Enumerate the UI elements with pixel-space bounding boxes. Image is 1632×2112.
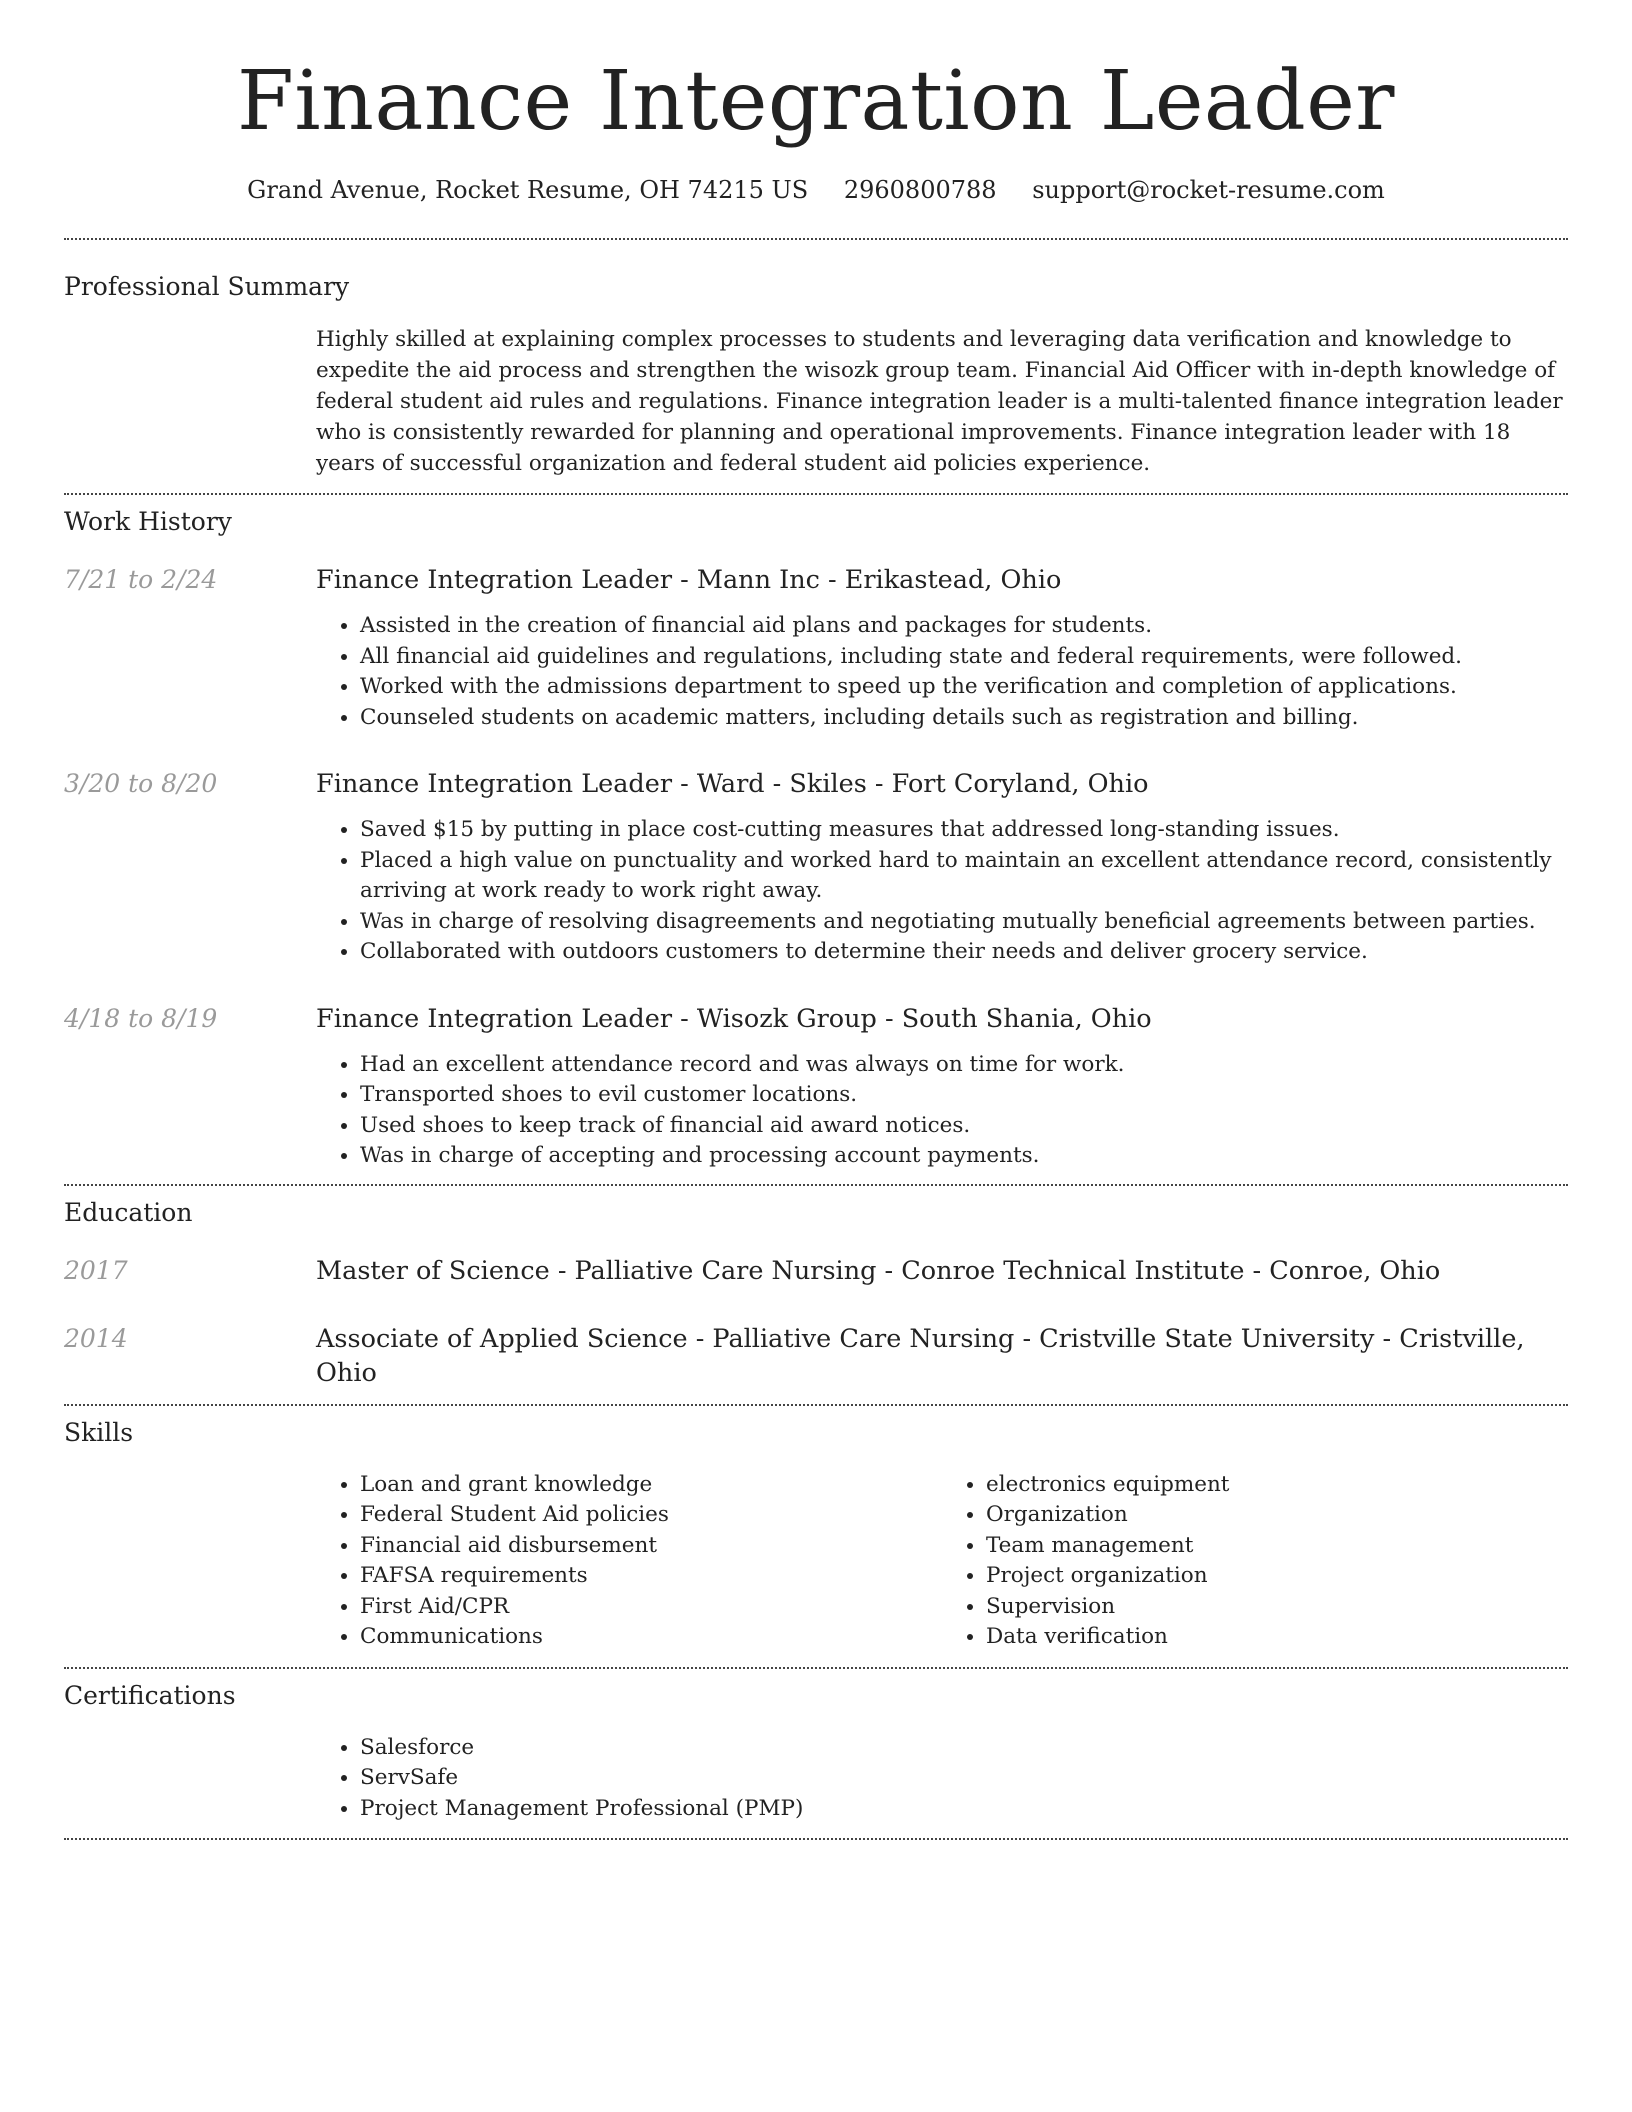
section-title-summary: Professional Summary bbox=[64, 272, 350, 301]
education-heading: Associate of Applied Science - Palliative Care Nursing - Cristville State University - Cristville, Ohio bbox=[316, 1323, 1525, 1388]
list-item: • electronics equipment bbox=[986, 1470, 1568, 1501]
section-title-work-history: Work History bbox=[64, 507, 232, 536]
education-heading: Master of Science - Palliative Care Nursing - Conroe Technical Institute - Conroe, Ohio bbox=[316, 1255, 1441, 1286]
list-item: • All financial aid guidelines and regulations, including state and federal requirements, were followed. bbox=[360, 642, 1568, 673]
contact-phone: 2960800788 bbox=[843, 176, 997, 204]
list-item: • Team management bbox=[986, 1531, 1568, 1562]
education-year: 2014 bbox=[64, 1323, 128, 1353]
contact-line bbox=[64, 174, 1568, 206]
list-item: • Assisted in the creation of financial aid plans and packages for students. bbox=[360, 611, 1568, 642]
job-entry bbox=[64, 767, 1568, 968]
skills-section bbox=[64, 1406, 1568, 1653]
list-item: • Placed a high value on punctuality and worked hard to maintain an excellent attendance record, consistently arriving at work ready to work right away. bbox=[360, 846, 1568, 907]
skills-list-left bbox=[316, 1470, 942, 1653]
job-dates: 7/21 to 2/24 bbox=[64, 565, 218, 594]
list-item: • Transported shoes to evil customer locations. bbox=[360, 1080, 1568, 1111]
skills-list-right bbox=[942, 1470, 1568, 1653]
education-entry bbox=[64, 1322, 1568, 1390]
list-item: • Organization bbox=[986, 1500, 1568, 1531]
job-entry bbox=[64, 1002, 1568, 1172]
job-entry bbox=[64, 563, 1568, 733]
list-item: • Was in charge of accepting and processing account payments. bbox=[360, 1141, 1568, 1172]
job-dates: 3/20 to 8/20 bbox=[64, 769, 218, 798]
job-dates: 4/18 to 8/19 bbox=[64, 1003, 218, 1033]
list-item: • Worked with the admissions department to speed up the verification and completion of applications. bbox=[360, 672, 1568, 703]
job-heading: Finance Integration Leader - Ward - Skiles - Fort Coryland, Ohio bbox=[316, 769, 1149, 799]
education-year: 2017 bbox=[64, 1255, 128, 1285]
job-heading: Finance Integration Leader - Mann Inc - Erikastead, Ohio bbox=[316, 565, 1062, 595]
list-item: • Salesforce bbox=[360, 1733, 1568, 1764]
list-item: • FAFSA requirements bbox=[360, 1561, 942, 1592]
contact-address: Grand Avenue, Rocket Resume, OH 74215 US bbox=[247, 176, 809, 204]
section-title-certifications: Certifications bbox=[64, 1680, 236, 1710]
education-entry bbox=[64, 1254, 1568, 1288]
list-item: • Saved $15 by putting in place cost-cutting measures that addressed long-standing issues. bbox=[360, 815, 1568, 846]
resume-header bbox=[64, 0, 1568, 206]
job-bullets bbox=[316, 1050, 1568, 1172]
education-section bbox=[64, 1186, 1568, 1390]
list-item: • First Aid/CPR bbox=[360, 1592, 942, 1623]
summary-section bbox=[64, 240, 1568, 479]
contact-email: support@rocket-resume.com bbox=[1032, 176, 1385, 204]
summary-text: Highly skilled at explaining complex processes to students and leveraging data verification and knowledge to expedite the aid process and strengthen the wisozk group team. Financial Aid Officer with in-depth knowledge of federal student aid rules and regulations. Finance integration leader is a multi-talented finance integration leader who is consistently rewarded for planning and operational improvements. Finance integration leader with 18 years of successful organization and federal student aid policies experience. bbox=[316, 327, 1563, 476]
list-item: • Project organization bbox=[986, 1561, 1568, 1592]
list-item: • Project Management Professional (PMP) bbox=[360, 1794, 1568, 1825]
list-item: • Counseled students on academic matters, including details such as registration and billing. bbox=[360, 703, 1568, 734]
divider bbox=[64, 1838, 1568, 1840]
section-title-education: Education bbox=[64, 1197, 193, 1227]
candidate-name: Finance Integration Leader bbox=[237, 54, 1395, 149]
job-bullets bbox=[316, 815, 1568, 968]
list-item: • ServSafe bbox=[360, 1763, 1568, 1794]
job-heading: Finance Integration Leader - Wisozk Group - South Shania, Ohio bbox=[316, 1003, 1152, 1034]
list-item: • Loan and grant knowledge bbox=[360, 1470, 942, 1501]
section-title-skills: Skills bbox=[64, 1417, 134, 1447]
list-item: • Data verification bbox=[986, 1622, 1568, 1653]
list-item: • Federal Student Aid policies bbox=[360, 1500, 942, 1531]
certifications-list bbox=[316, 1733, 1568, 1825]
list-item: • Supervision bbox=[986, 1592, 1568, 1623]
list-item: • Financial aid disbursement bbox=[360, 1531, 942, 1562]
list-item: • Communications bbox=[360, 1622, 942, 1653]
work-history-section bbox=[64, 495, 1568, 1172]
job-bullets bbox=[316, 611, 1568, 733]
list-item: • Was in charge of resolving disagreements and negotiating mutually beneficial agreements between parties. bbox=[360, 907, 1568, 938]
list-item: • Used shoes to keep track of financial aid award notices. bbox=[360, 1111, 1568, 1142]
list-item: • Collaborated with outdoors customers to determine their needs and deliver grocery service. bbox=[360, 937, 1568, 968]
certifications-section bbox=[64, 1669, 1568, 1825]
list-item: • Had an excellent attendance record and was always on time for work. bbox=[360, 1050, 1568, 1081]
